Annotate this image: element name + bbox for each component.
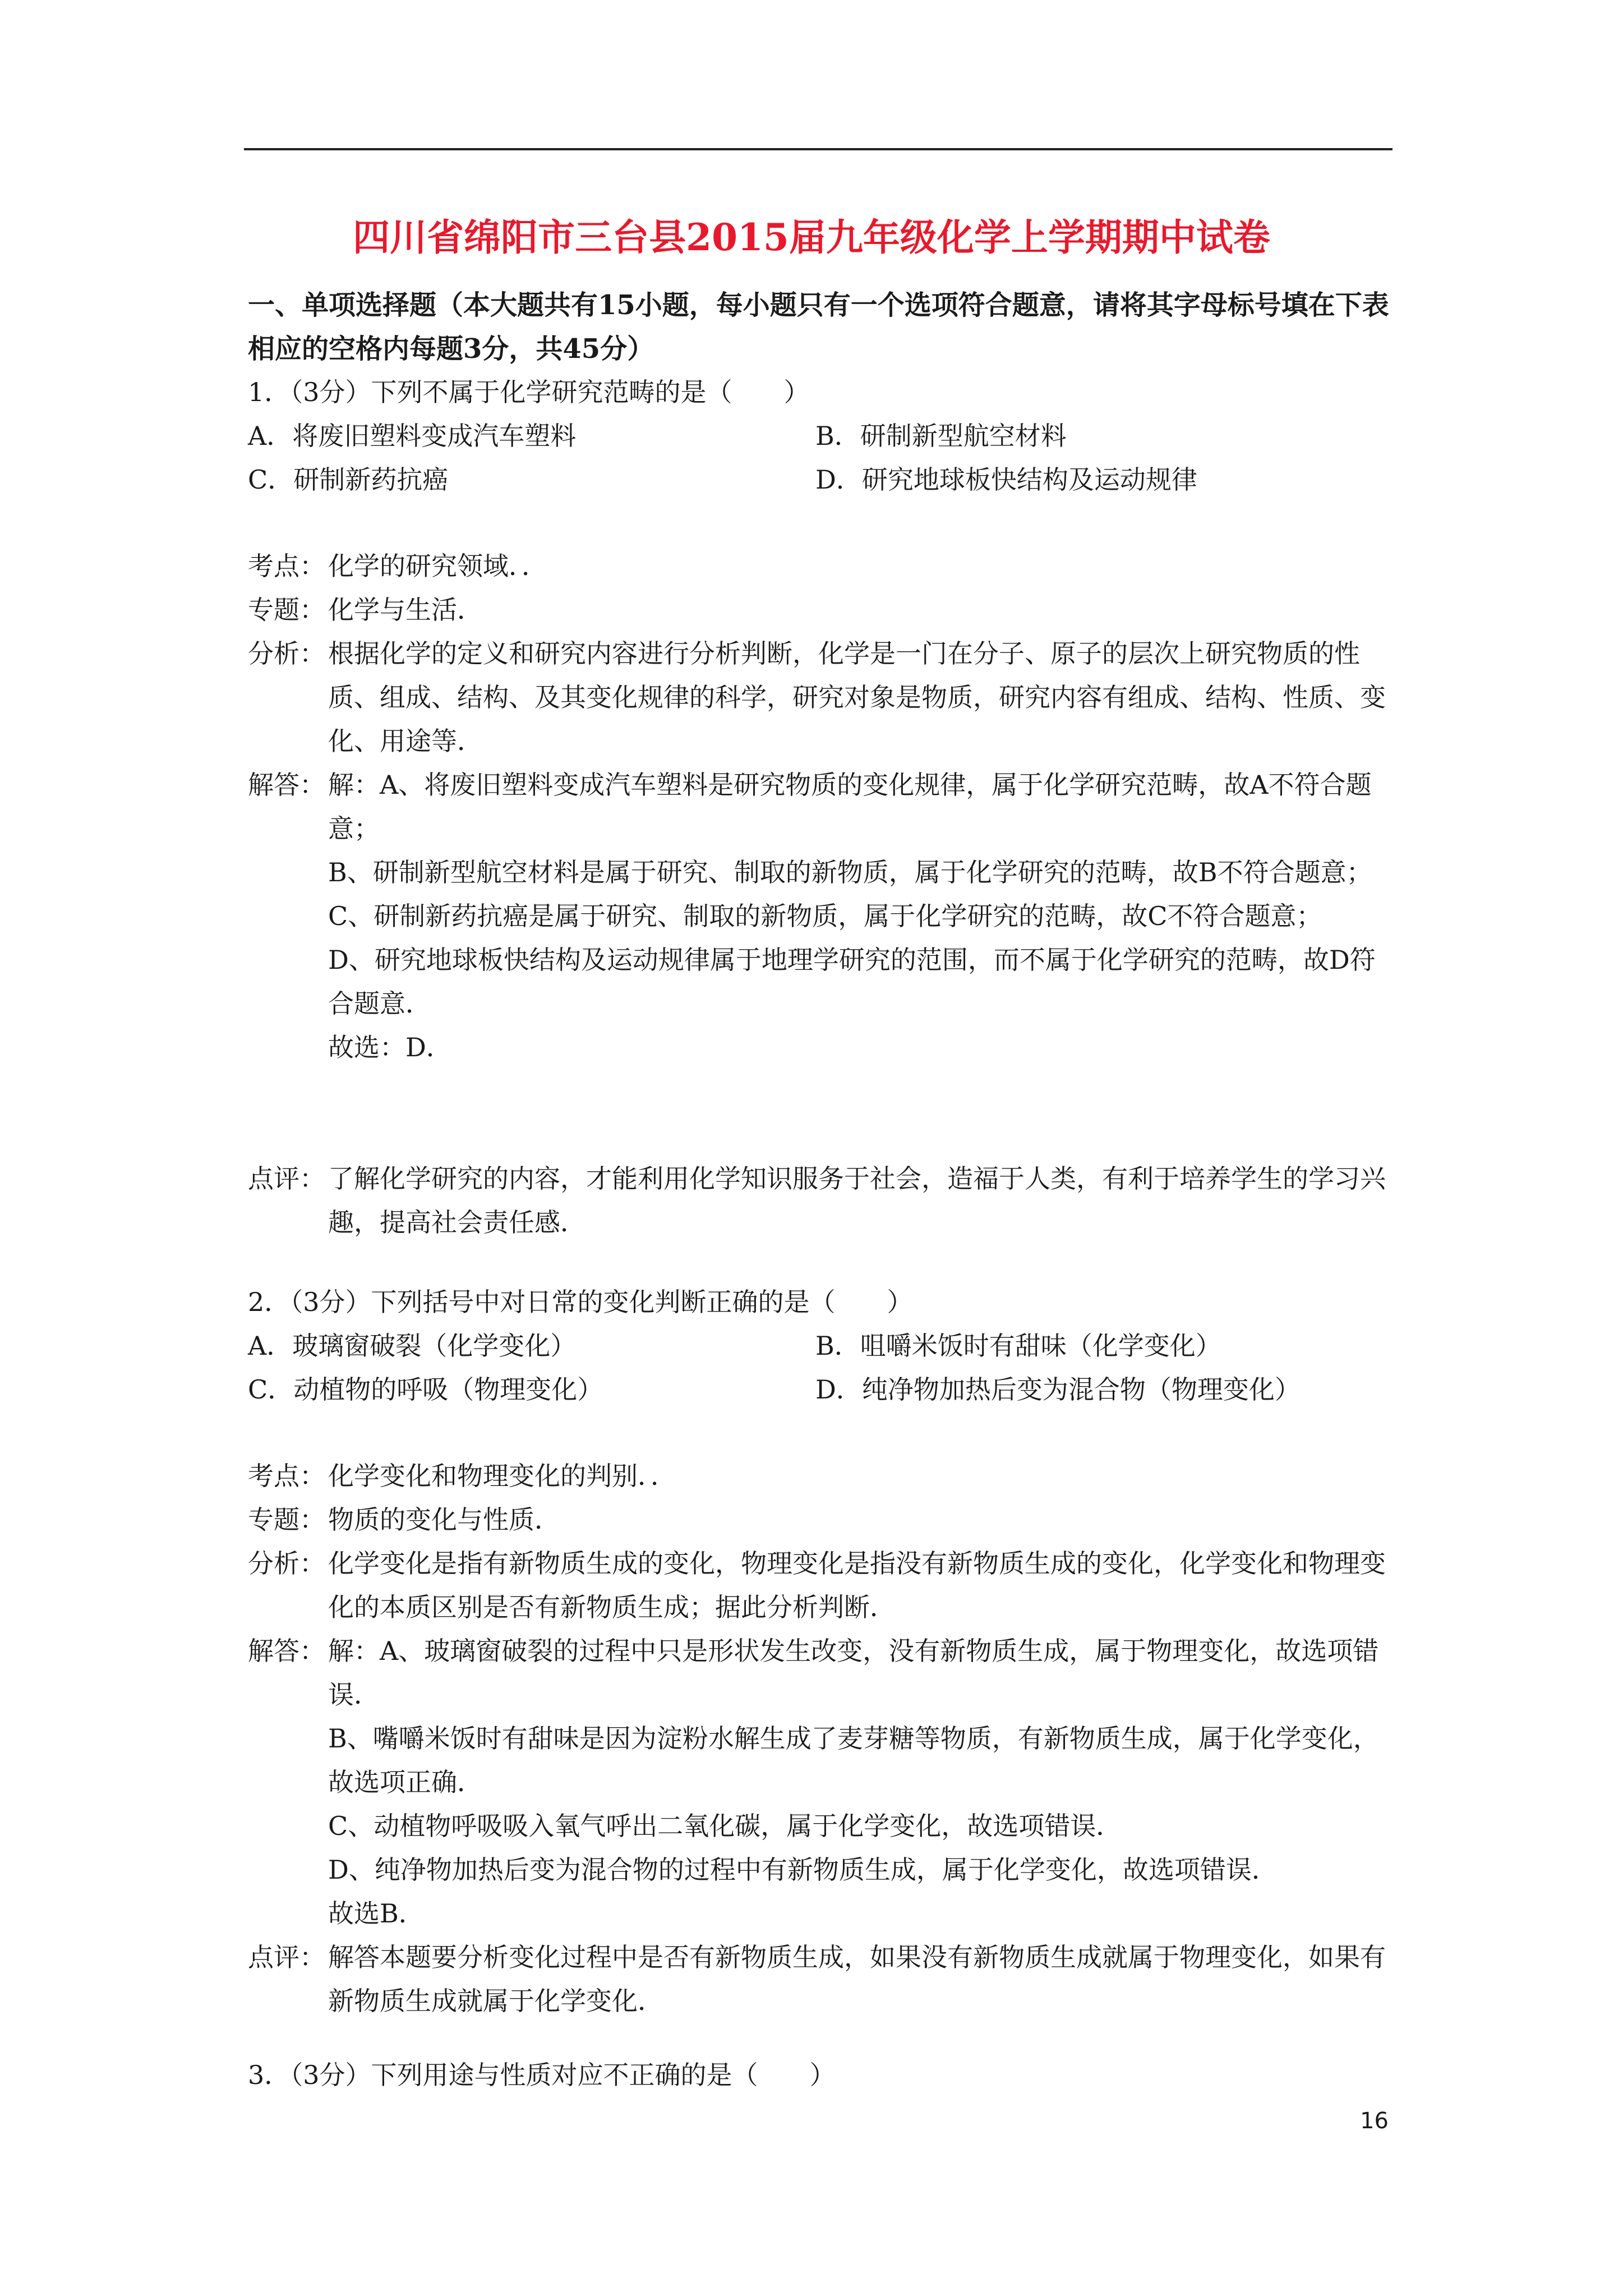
- q1-zhuanti: 专题： 化学与生活．: [248, 595, 483, 625]
- question-2-stem: 2．（3分）下列括号中对日常的变化判断正确的是（ ）: [248, 1287, 913, 1317]
- question-2-option-b: B．咀嚼米饭时有甜味（化学变化）: [815, 1331, 1221, 1361]
- question-2-option-a: A．玻璃窗破裂（化学变化）: [248, 1331, 577, 1361]
- q2-zhuanti: 专题： 物质的变化与性质．: [248, 1504, 560, 1535]
- q1-jieda-answer: 故选：D．: [328, 1032, 452, 1062]
- question-2-option-c: C．动植物的呼吸（物理变化）: [248, 1374, 603, 1405]
- q1-jieda-a: 解：A、将废旧塑料变成汽车塑料是研究物质的变化规律，属于化学研究范畴，故A不符合题意；: [328, 770, 1372, 844]
- q2-jieda-answer: 故选B．: [328, 1898, 425, 1929]
- q2-jieda-b: B、嘴嚼米饭时有甜味是因为淀粉水解生成了麦芽糖等物质，有新物质生成，属于化学变化，故选项正确．: [328, 1723, 1379, 1797]
- section-heading: 一、单项选择题（本大题共有15小题，每小题只有一个选项符合题意，请将其字母标号填在下表相应的空格内每题3分，共45分）: [248, 289, 1389, 365]
- q1-jieda-d: D、研究地球板快结构及运动规律属于地理学研究的范围，而不属于化学研究的范畴，故D符合题意．: [328, 945, 1376, 1019]
- question-1-option-c: C．研制新药抗癌: [248, 464, 449, 495]
- question-1-option-a: A．将废旧塑料变成汽车塑料: [248, 421, 577, 451]
- q1-fenxi: 分析： 根据化学的定义和研究内容进行分析判断，化学是一门在分子、原子的层次上研究物质的性质、组成、结构、及其变化规律的科学，研究对象是物质，研究内容有组成、结构、性质、变化、用途等．: [248, 638, 1386, 756]
- q1-kaodian: 考点： 化学的研究领域．．: [248, 551, 547, 581]
- q2-jieda-a: 解：A、玻璃窗破裂的过程中只是形状发生改变，没有新物质生成，属于物理变化，故选项错误．: [328, 1636, 1379, 1710]
- q2-kaodian: 考点： 化学变化和物理变化的判别．．: [248, 1461, 676, 1491]
- question-3-stem: 3．（3分）下列用途与性质对应不正确的是（ ）: [248, 2060, 836, 2090]
- q2-dianping: 点评： 解答本题要分析变化过程中是否有新物质生成，如果没有新物质生成就属于物理变化，如果有新物质生成就属于化学变化．: [248, 1942, 1386, 2016]
- question-1-option-d: D．研究地球板快结构及运动规律: [815, 464, 1197, 495]
- question-1-option-b: B．研制新型航空材料: [815, 421, 1067, 451]
- question-2-option-d: D．纯净物加热后变为混合物（物理变化）: [815, 1374, 1301, 1405]
- q1-jieda: 解答： 解：A、将废旧塑料变成汽车塑料是研究物质的变化规律，属于化学研究范畴，故A不符合题意； B、研制新型航空材料是属于研究、制取的新物质，属于化学研究的范畴，故B不符合题意； C、研制新药抗癌是属于研究、制取的新物质，属于化学研究的范畴，故C不符合题意； D、研究地球板快结构及运动规律属于地理学研究的范围，而不属于化学研究的范畴，故D符合题意． 故选：D．: [248, 763, 1392, 1069]
- q2-jieda: 解答： 解：A、玻璃窗破裂的过程中只是形状发生改变，没有新物质生成，属于物理变化，故选项错误． B、嘴嚼米饭时有甜味是因为淀粉水解生成了麦芽糖等物质，有新物质生成，属于化学变化，故选项正确． C、动植物呼吸吸入氧气呼出二氧化碳，属于化学变化，故选项错误． D、纯净物加热后变为混合物的过程中有新物质生成，属于化学变化，故选项错误． 故选B．: [248, 1629, 1392, 1935]
- header-rule: [244, 148, 1393, 150]
- question-1-stem: 1．（3分）下列不属于化学研究范畴的是（ ）: [248, 377, 810, 407]
- q1-jieda-c: C、研制新药抗癌是属于研究、制取的新物质，属于化学研究的范畴，故C不符合题意；: [328, 901, 1322, 931]
- q1-jieda-b: B、研制新型航空材料是属于研究、制取的新物质，属于化学研究的范畴，故B不符合题意；: [328, 857, 1372, 887]
- q1-dianping: 点评： 了解化学研究的内容，才能利用化学知识服务于社会，造福于人类，有利于培养学生的学习兴趣，提高社会责任感．: [248, 1163, 1386, 1237]
- page-number: 16: [1360, 2108, 1389, 2134]
- page-title: 四川省绵阳市三台县2015届九年级化学上学期期中试卷: [353, 215, 1270, 259]
- q2-jieda-d: D、纯净物加热后变为混合物的过程中有新物质生成，属于化学变化，故选项错误．: [328, 1855, 1278, 1885]
- q2-jieda-c: C、动植物呼吸吸入氧气呼出二氧化碳，属于化学变化，故选项错误．: [328, 1811, 1122, 1841]
- q2-fenxi: 分析： 化学变化是指有新物质生成的变化，物理变化是指没有新物质生成的变化，化学变化和物理变化的本质区别是否有新物质生成；据此分析判断．: [248, 1548, 1386, 1622]
